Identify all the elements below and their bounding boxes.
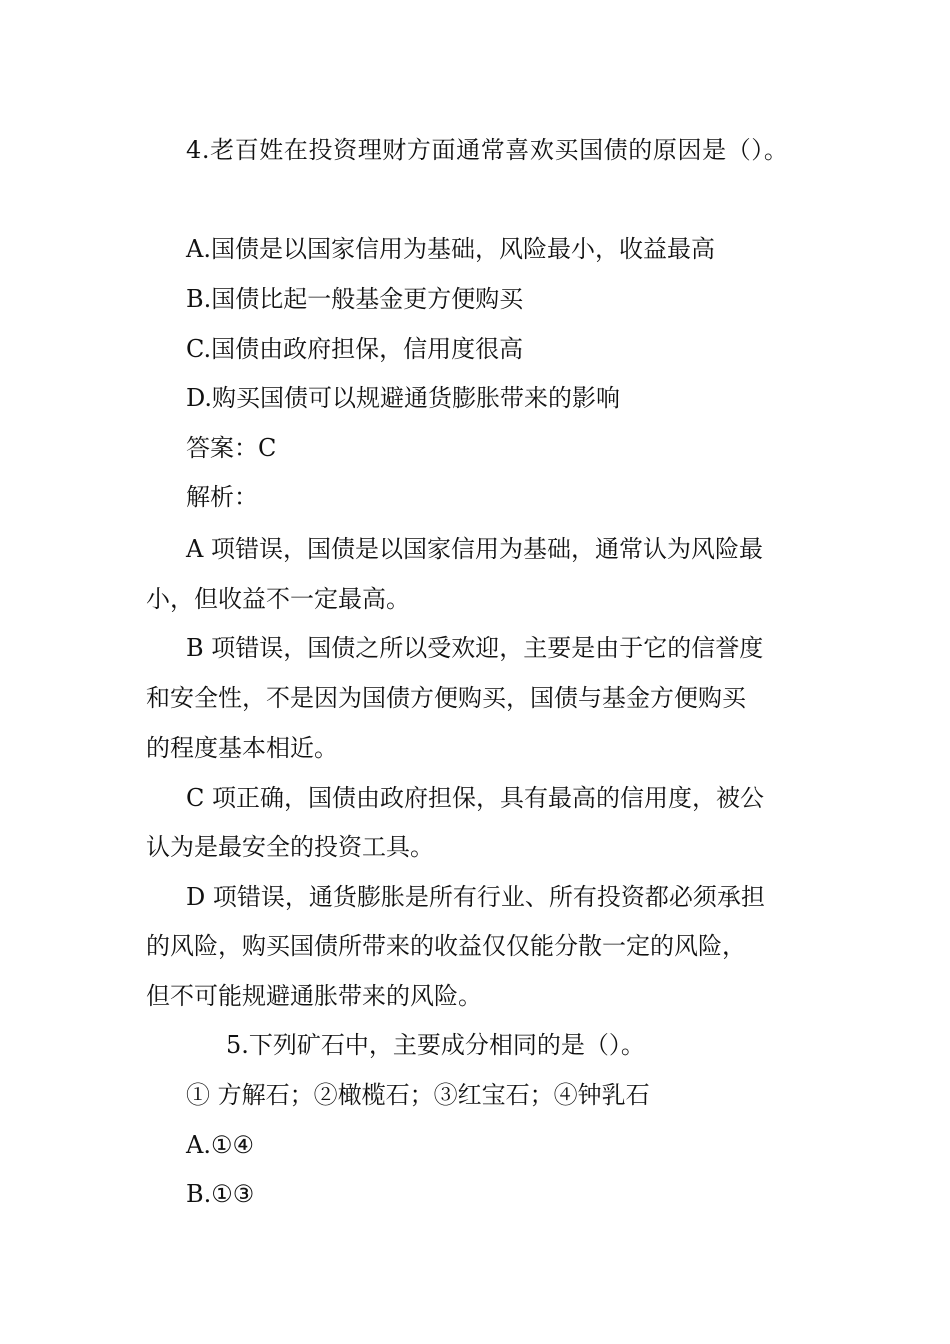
analysis-line: 的风险，购买国债所带来的收益仅仅能分散一定的风险， [146, 932, 746, 960]
question-4-analysis-label: 解析： [186, 483, 258, 511]
question-4-option-c: C.国债由政府担保，信用度很高 [186, 335, 524, 363]
analysis-line: 认为是最安全的投资工具。 [146, 833, 434, 861]
analysis-line: 小，但收益不一定最高。 [146, 585, 410, 613]
question-4-option-b: B.国债比起一般基金更方便购买 [186, 285, 524, 313]
analysis-line: C 项正确，国债由政府担保，具有最高的信用度，被公 [186, 784, 764, 812]
question-4-option-a: A.国债是以国家信用为基础，风险最小，收益最高 [186, 235, 715, 263]
analysis-line: A 项错误，国债是以国家信用为基础，通常认为风险最 [186, 535, 763, 563]
analysis-line: D 项错误，通货膨胀是所有行业、所有投资都必须承担 [186, 883, 765, 911]
analysis-line: 的程度基本相近。 [146, 734, 338, 762]
question-4-option-d: D.购买国债可以规避通货膨胀带来的影响 [186, 384, 621, 412]
question-5-option-a: A.①④ [186, 1131, 254, 1159]
question-5-stem: 5.下列矿石中，主要成分相同的是（）。 [226, 1031, 645, 1059]
analysis-line: 和安全性，不是因为国债方便购买，国债与基金方便购买 [146, 684, 746, 712]
question-4-answer: 答案：C [186, 434, 277, 462]
analysis-line: 但不可能规避通胀带来的风险。 [146, 982, 482, 1010]
question-5-items: ① 方解石；②橄榄石；③红宝石；④钟乳石 [186, 1081, 650, 1109]
question-5-option-b: B.①③ [186, 1180, 255, 1208]
question-4-stem: 4.老百姓在投资理财方面通常喜欢买国债的原因是（）。 [186, 136, 789, 164]
analysis-line: B 项错误，国债之所以受欢迎，主要是由于它的信誉度 [186, 634, 764, 662]
